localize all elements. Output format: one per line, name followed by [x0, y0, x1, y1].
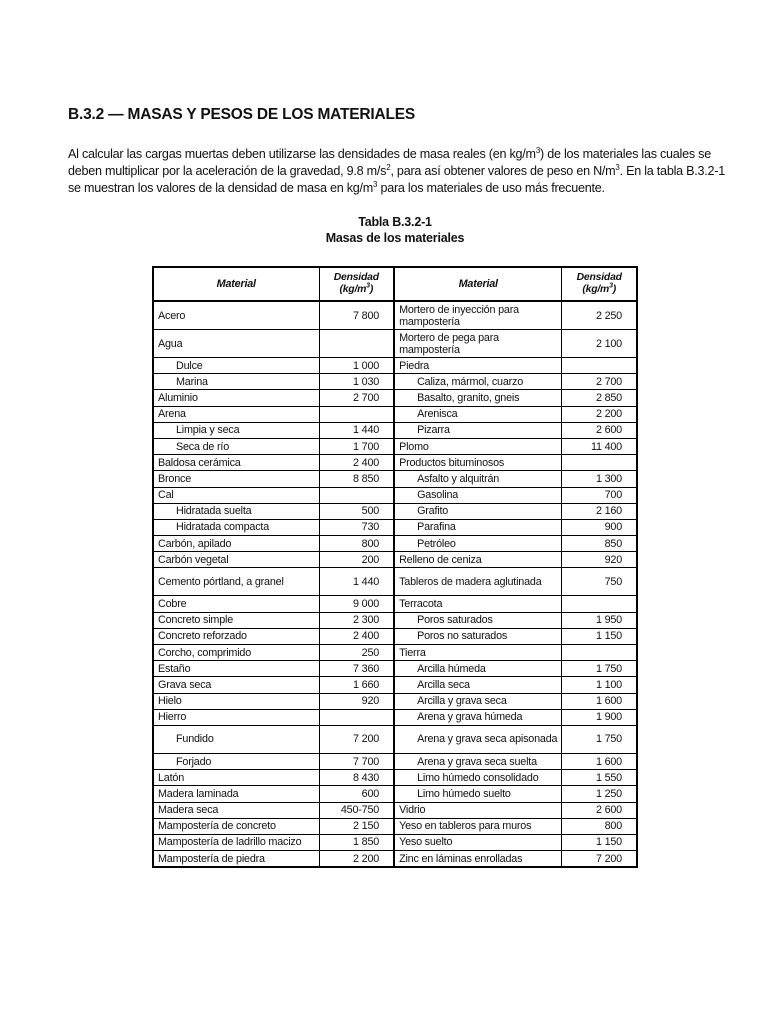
header-density-2	[562, 267, 637, 301]
material-cell-left: Carbón, apilado	[153, 536, 319, 552]
density-cell-right: 800	[562, 818, 637, 834]
table-row	[153, 834, 637, 850]
table-row	[153, 330, 637, 358]
density-cell-left: 800	[319, 536, 394, 552]
material-cell-left: Limpia y seca	[153, 422, 319, 438]
density-cell-right	[562, 455, 637, 471]
material-cell-left: Forjado	[153, 753, 319, 769]
material-cell-right: Arena y grava seca suelta	[394, 753, 562, 769]
material-cell-right: Tableros de madera aglutinada	[394, 568, 562, 596]
material-cell-right: Limo húmedo consolidado	[394, 770, 562, 786]
table-row	[153, 438, 637, 454]
table-row	[153, 390, 637, 406]
intro-text-1: Al calcular las cargas muertas deben utilizarse las densidades de masa reales (en kg/m	[68, 147, 536, 161]
material-cell-left: Bronce	[153, 471, 319, 487]
intro-sup-4: 3	[373, 179, 378, 189]
material-cell-right: Yeso suelto	[394, 834, 562, 850]
material-cell-left: Latón	[153, 770, 319, 786]
density-cell-right: 2 250	[562, 301, 637, 330]
material-cell-left: Seca de río	[153, 438, 319, 454]
density-cell-right	[562, 358, 637, 374]
material-cell-left: Fundido	[153, 725, 319, 753]
density-cell-right: 7 200	[562, 851, 637, 868]
density-cell-right: 700	[562, 487, 637, 503]
material-cell-right: Limo húmedo suelto	[394, 786, 562, 802]
table-row	[153, 693, 637, 709]
material-cell-left: Aluminio	[153, 390, 319, 406]
density-cell-left: 920	[319, 693, 394, 709]
density-cell-right: 2 600	[562, 802, 637, 818]
material-cell-left: Baldosa cerámica	[153, 455, 319, 471]
material-cell-left: Cemento pórtland, a granel	[153, 568, 319, 596]
density-cell-left: 500	[319, 503, 394, 519]
density-cell-left: 1 440	[319, 568, 394, 596]
table-row	[153, 374, 637, 390]
material-cell-right: Poros no saturados	[394, 628, 562, 644]
density-cell-left: 600	[319, 786, 394, 802]
density-cell-left: 8 430	[319, 770, 394, 786]
header-density-sup: 3	[609, 282, 613, 290]
table-row	[153, 422, 637, 438]
material-cell-left: Agua	[153, 330, 319, 358]
table-row	[153, 503, 637, 519]
intro-paragraph	[68, 146, 728, 197]
material-cell-right: Mortero de pega para mampostería	[394, 330, 562, 358]
material-cell-left: Estaño	[153, 661, 319, 677]
material-cell-right: Yeso en tableros para muros	[394, 818, 562, 834]
density-cell-right: 1 150	[562, 628, 637, 644]
table-row	[153, 301, 637, 330]
material-cell-left: Hierro	[153, 709, 319, 725]
density-cell-left: 1 440	[319, 422, 394, 438]
table-row	[153, 725, 637, 753]
density-cell-left: 250	[319, 645, 394, 661]
density-cell-left: 7 800	[319, 301, 394, 330]
intro-sup-3: 3	[615, 162, 620, 172]
material-cell-left: Madera seca	[153, 802, 319, 818]
table-row	[153, 596, 637, 612]
table-row	[153, 406, 637, 422]
table-row	[153, 661, 637, 677]
density-cell-right: 1 250	[562, 786, 637, 802]
header-density-label: Densidad	[576, 272, 622, 283]
density-cell-left: 200	[319, 552, 394, 568]
density-cell-right: 900	[562, 519, 637, 535]
density-cell-right: 2 100	[562, 330, 637, 358]
material-cell-right: Arcilla seca	[394, 677, 562, 693]
intro-text-3: , para así obtener valores de peso en N/m	[390, 164, 616, 178]
density-cell-left: 730	[319, 519, 394, 535]
material-cell-left: Cobre	[153, 596, 319, 612]
density-cell-right: 2 600	[562, 422, 637, 438]
density-cell-left: 8 850	[319, 471, 394, 487]
density-cell-left: 1 700	[319, 438, 394, 454]
intro-sup-1: 3	[535, 145, 541, 155]
density-cell-left	[319, 406, 394, 422]
table-row	[153, 552, 637, 568]
material-cell-left: Cal	[153, 487, 319, 503]
table-row	[153, 612, 637, 628]
table-row	[153, 753, 637, 769]
material-cell-right: Relleno de ceniza	[394, 552, 562, 568]
material-cell-left: Mampostería de concreto	[153, 818, 319, 834]
header-density-close: )	[369, 284, 374, 295]
density-cell-right	[562, 596, 637, 612]
table-row	[153, 709, 637, 725]
density-cell-left: 2 400	[319, 628, 394, 644]
density-cell-right: 1 550	[562, 770, 637, 786]
density-cell-right: 920	[562, 552, 637, 568]
material-cell-left: Dulce	[153, 358, 319, 374]
material-cell-left: Concreto simple	[153, 612, 319, 628]
density-cell-right: 1 300	[562, 471, 637, 487]
material-cell-right: Terracota	[394, 596, 562, 612]
material-cell-left: Marina	[153, 374, 319, 390]
density-cell-right: 1 750	[562, 661, 637, 677]
material-cell-right: Plomo	[394, 438, 562, 454]
density-cell-left: 2 200	[319, 851, 394, 868]
density-cell-left: 7 700	[319, 753, 394, 769]
material-cell-left: Hidratada suelta	[153, 503, 319, 519]
table-row	[153, 677, 637, 693]
density-cell-right: 1 750	[562, 725, 637, 753]
density-cell-right: 1 600	[562, 693, 637, 709]
density-cell-right: 750	[562, 568, 637, 596]
density-cell-left: 2 400	[319, 455, 394, 471]
material-cell-right: Gasolina	[394, 487, 562, 503]
intro-sup-2: 2	[386, 162, 391, 172]
material-cell-right: Grafito	[394, 503, 562, 519]
header-density-1	[319, 267, 394, 301]
table-title: Tabla B.3.2-1	[358, 215, 432, 229]
material-cell-left: Hidratada compacta	[153, 519, 319, 535]
density-cell-left	[319, 709, 394, 725]
material-cell-left: Mampostería de ladrillo macizo	[153, 834, 319, 850]
density-cell-left: 1 000	[319, 358, 394, 374]
material-cell-left: Carbón vegetal	[153, 552, 319, 568]
material-cell-right: Tierra	[394, 645, 562, 661]
material-cell-right: Petróleo	[394, 536, 562, 552]
section-heading: B.3.2 — MASAS Y PESOS DE LOS MATERIALES	[68, 106, 416, 123]
density-cell-left: 7 200	[319, 725, 394, 753]
density-cell-right	[562, 645, 637, 661]
density-cell-left	[319, 330, 394, 358]
table-row	[153, 628, 637, 644]
material-cell-left: Madera laminada	[153, 786, 319, 802]
table-row	[153, 487, 637, 503]
density-cell-right: 2 200	[562, 406, 637, 422]
material-cell-right: Piedra	[394, 358, 562, 374]
density-cell-left: 2 700	[319, 390, 394, 406]
density-cell-right: 850	[562, 536, 637, 552]
density-cell-right: 11 400	[562, 438, 637, 454]
intro-text-4: . En la tabla B.3.2-1 se muestran los valores de la densidad de masa en kg/m	[68, 164, 725, 195]
intro-text-2: ) de los materiales las cuales se deben multiplicar por la aceleración de la gravedad, 9.8 m/s	[68, 147, 711, 178]
material-cell-left: Mampostería de piedra	[153, 851, 319, 868]
density-cell-left: 1 660	[319, 677, 394, 693]
table-row	[153, 536, 637, 552]
intro-text-5: para los materiales de uso más frecuente.	[377, 181, 605, 195]
header-material-2: Material	[394, 267, 562, 301]
table-row	[153, 455, 637, 471]
material-cell-right: Asfalto y alquitrán	[394, 471, 562, 487]
table-header-row	[153, 267, 637, 301]
header-density-unit: (kg/m	[339, 284, 367, 295]
material-cell-right: Caliza, mármol, cuarzo	[394, 374, 562, 390]
density-cell-right: 1 900	[562, 709, 637, 725]
table-row	[153, 519, 637, 535]
material-cell-right: Arcilla y grava seca	[394, 693, 562, 709]
header-material-1: Material	[153, 267, 319, 301]
header-density-close: )	[612, 284, 617, 295]
density-cell-right: 2 850	[562, 390, 637, 406]
density-cell-left: 2 300	[319, 612, 394, 628]
material-cell-right: Poros saturados	[394, 612, 562, 628]
density-cell-right: 1 950	[562, 612, 637, 628]
material-cell-right: Zinc en láminas enrolladas	[394, 851, 562, 868]
table-row	[153, 786, 637, 802]
density-cell-left: 1 850	[319, 834, 394, 850]
material-cell-left: Hielo	[153, 693, 319, 709]
table-row	[153, 645, 637, 661]
table-row	[153, 802, 637, 818]
material-cell-right: Pizarra	[394, 422, 562, 438]
material-cell-left: Grava seca	[153, 677, 319, 693]
density-cell-right: 1 100	[562, 677, 637, 693]
table-body	[153, 301, 637, 867]
density-cell-left: 1 030	[319, 374, 394, 390]
material-cell-right: Parafina	[394, 519, 562, 535]
table-row	[153, 770, 637, 786]
density-cell-right: 1 150	[562, 834, 637, 850]
density-cell-right: 2 700	[562, 374, 637, 390]
material-cell-right: Arena y grava húmeda	[394, 709, 562, 725]
density-cell-left: 9 000	[319, 596, 394, 612]
table-row	[153, 358, 637, 374]
table-row	[153, 471, 637, 487]
table-row	[153, 851, 637, 868]
density-cell-left: 2 150	[319, 818, 394, 834]
material-cell-left: Arena	[153, 406, 319, 422]
header-density-label: Densidad	[333, 272, 379, 283]
material-cell-right: Arcilla húmeda	[394, 661, 562, 677]
material-cell-right: Arenisca	[394, 406, 562, 422]
materials-table	[152, 266, 638, 868]
material-cell-left: Corcho, comprimido	[153, 645, 319, 661]
material-cell-left: Acero	[153, 301, 319, 330]
material-cell-right: Mortero de inyección para mampostería	[394, 301, 562, 330]
table-row	[153, 568, 637, 596]
density-cell-right: 1 600	[562, 753, 637, 769]
density-cell-left	[319, 487, 394, 503]
material-cell-right: Vidrio	[394, 802, 562, 818]
material-cell-right: Basalto, granito, gneis	[394, 390, 562, 406]
material-cell-left: Concreto reforzado	[153, 628, 319, 644]
density-cell-left: 450-750	[319, 802, 394, 818]
header-density-unit: (kg/m	[582, 284, 610, 295]
material-cell-right: Productos bituminosos	[394, 455, 562, 471]
density-cell-left: 7 360	[319, 661, 394, 677]
density-cell-right: 2 160	[562, 503, 637, 519]
table-subtitle: Masas de los materiales	[325, 231, 465, 245]
table-caption	[152, 214, 638, 246]
material-cell-right: Arena y grava seca apisonada	[394, 725, 562, 753]
header-density-sup: 3	[366, 282, 370, 290]
table-row	[153, 818, 637, 834]
